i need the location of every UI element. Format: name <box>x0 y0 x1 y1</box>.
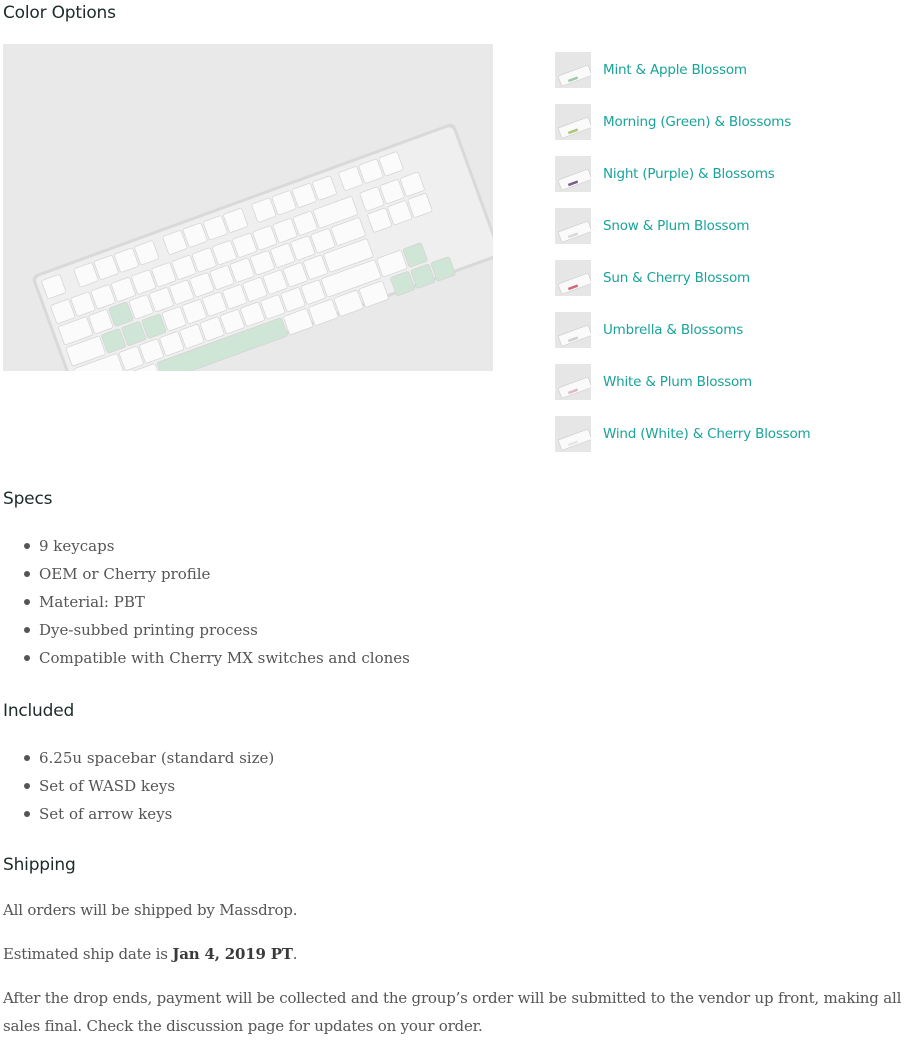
color-thumbnail <box>555 312 591 348</box>
list-item: 6.25u spacebar (standard size) <box>39 744 274 772</box>
ship-date-suffix: . <box>292 945 298 963</box>
color-option-night-purple-blossoms[interactable] <box>555 156 895 192</box>
list-item: OEM or Cherry profile <box>39 560 410 588</box>
list-item: Dye-subbed printing process <box>39 616 410 644</box>
keyboard-thumbnail-image <box>555 416 591 452</box>
color-option-morning-green-blossoms[interactable] <box>555 104 895 140</box>
color-option-umbrella-blossoms[interactable] <box>555 312 895 348</box>
specs-list <box>3 532 410 672</box>
color-option-mint-apple-blossom[interactable] <box>555 52 895 88</box>
keyboard-thumbnail-image <box>555 260 591 296</box>
shipping-heading: Shipping <box>3 855 76 875</box>
color-thumbnail <box>555 260 591 296</box>
color-option-sun-cherry-blossom[interactable] <box>555 260 895 296</box>
color-option-label: Wind (White) & Cherry Blossom <box>603 426 811 442</box>
color-options-list <box>555 52 895 468</box>
keyboard-image <box>3 44 493 371</box>
color-option-label: Sun & Cherry Blossom <box>603 270 750 286</box>
color-option-label: White & Plum Blossom <box>603 374 753 390</box>
color-option-label: Snow & Plum Blossom <box>603 218 750 234</box>
color-thumbnail <box>555 104 591 140</box>
list-item: Set of arrow keys <box>39 800 274 828</box>
keyboard-thumbnail-image <box>555 52 591 88</box>
ship-date-text <box>3 940 909 968</box>
color-option-wind-white-cherry-blossom[interactable] <box>555 416 895 452</box>
list-item: 9 keycaps <box>39 532 410 560</box>
shipping-policy-text: After the drop ends, payment will be collected and the group’s order will be submitted to the vendor up front, making all sales final. Check the discussion page for updates on your order. <box>3 989 902 1035</box>
color-option-label: Morning (Green) & Blossoms <box>603 114 792 130</box>
keyboard-product-image[interactable] <box>3 44 493 371</box>
color-thumbnail <box>555 208 591 244</box>
list-item: Compatible with Cherry MX switches and clones <box>39 644 410 672</box>
keyboard-thumbnail-image <box>555 156 591 192</box>
list-item: Material: PBT <box>39 588 410 616</box>
color-thumbnail <box>555 416 591 452</box>
keyboard-thumbnail-image <box>555 104 591 140</box>
keyboard-thumbnail-image <box>555 312 591 348</box>
color-thumbnail <box>555 364 591 400</box>
included-heading: Included <box>3 701 75 721</box>
color-thumbnail <box>555 52 591 88</box>
ship-date-value: Jan 4, 2019 PT <box>172 945 293 963</box>
color-option-label: Mint & Apple Blossom <box>603 62 747 78</box>
ship-date-prefix: Estimated ship date is <box>3 945 173 963</box>
color-option-snow-plum-blossom[interactable] <box>555 208 895 244</box>
color-option-white-plum-blossom[interactable] <box>555 364 895 400</box>
list-item: Set of WASD keys <box>39 772 274 800</box>
color-thumbnail <box>555 156 591 192</box>
color-option-label: Umbrella & Blossoms <box>603 322 744 338</box>
color-option-label: Night (Purple) & Blossoms <box>603 166 775 182</box>
shipping-carrier-text: All orders will be shipped by Massdrop. <box>3 901 298 919</box>
keyboard-thumbnail-image <box>555 364 591 400</box>
included-list <box>3 744 274 828</box>
specs-heading: Specs <box>3 489 53 509</box>
color-options-heading: Color Options <box>3 3 116 23</box>
keyboard-thumbnail-image <box>555 208 591 244</box>
